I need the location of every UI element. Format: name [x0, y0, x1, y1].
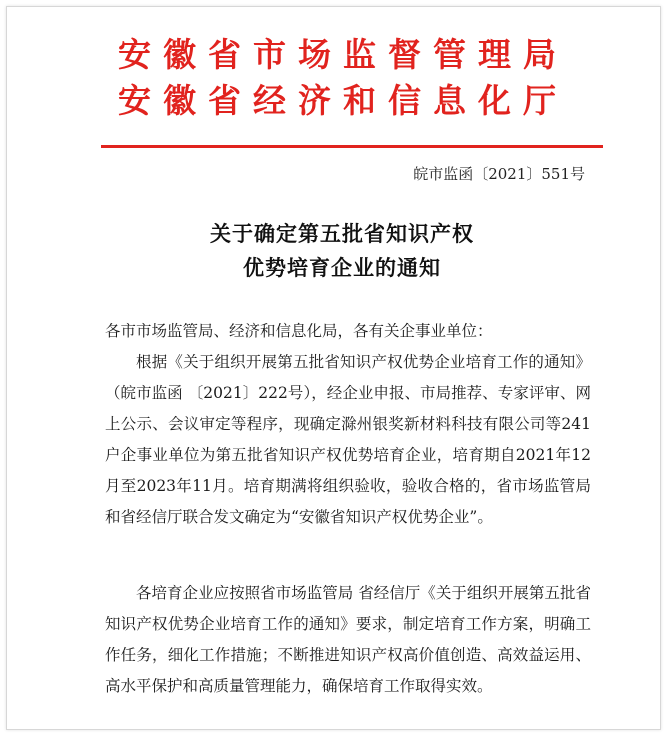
document-number: 皖市监函〔2021〕551号: [413, 165, 585, 183]
document-page: [6, 6, 661, 730]
salutation-text: 各市市场监管局、经济和信息化局，各有关企事业单位：: [105, 322, 493, 340]
body-paragraph-2: [105, 578, 591, 702]
document-title-line-1: 关于确定第五批省知识产权: [210, 221, 474, 246]
body-paragraph-1: [105, 347, 591, 533]
red-header-rule: [101, 145, 603, 148]
salutation: [105, 316, 591, 347]
paragraph-text: 各培育企业应按照省市场监管局 省经信厅《关于组织开展第五批省知识产权优势企业培育工作的通知》要求，制定培育工作方案，明确工作任务，细化工作措施；不断推进知识产权高价值创造、高效益运用、高水平保护和高质量管理能力，确保培育工作取得实效。: [105, 584, 591, 695]
document-title-line-2: 优势培育企业的通知: [243, 255, 441, 280]
issuing-authority-2: 安徽省经济和信息化厅: [118, 81, 568, 120]
paragraph-text: 根据《关于组织开展第五批省知识产权优势企业培育工作的通知》（皖市监函 〔2021〕222号），经企业申报、市局推荐、专家评审、网上公示、会议审定等程序，现确定滁州银奖新材料科技有限公司等241户企事业单位为第五批省知识产权优势培育企业，培育期自2021年12月至2023年11月。培育期满将组织验收，验收合格的，省市场监管局和省经信厅联合发文确定为“安徽省知识产权优势企业”。: [105, 353, 591, 526]
issuing-authority-1: 安徽省市场监督管理局: [118, 35, 568, 74]
